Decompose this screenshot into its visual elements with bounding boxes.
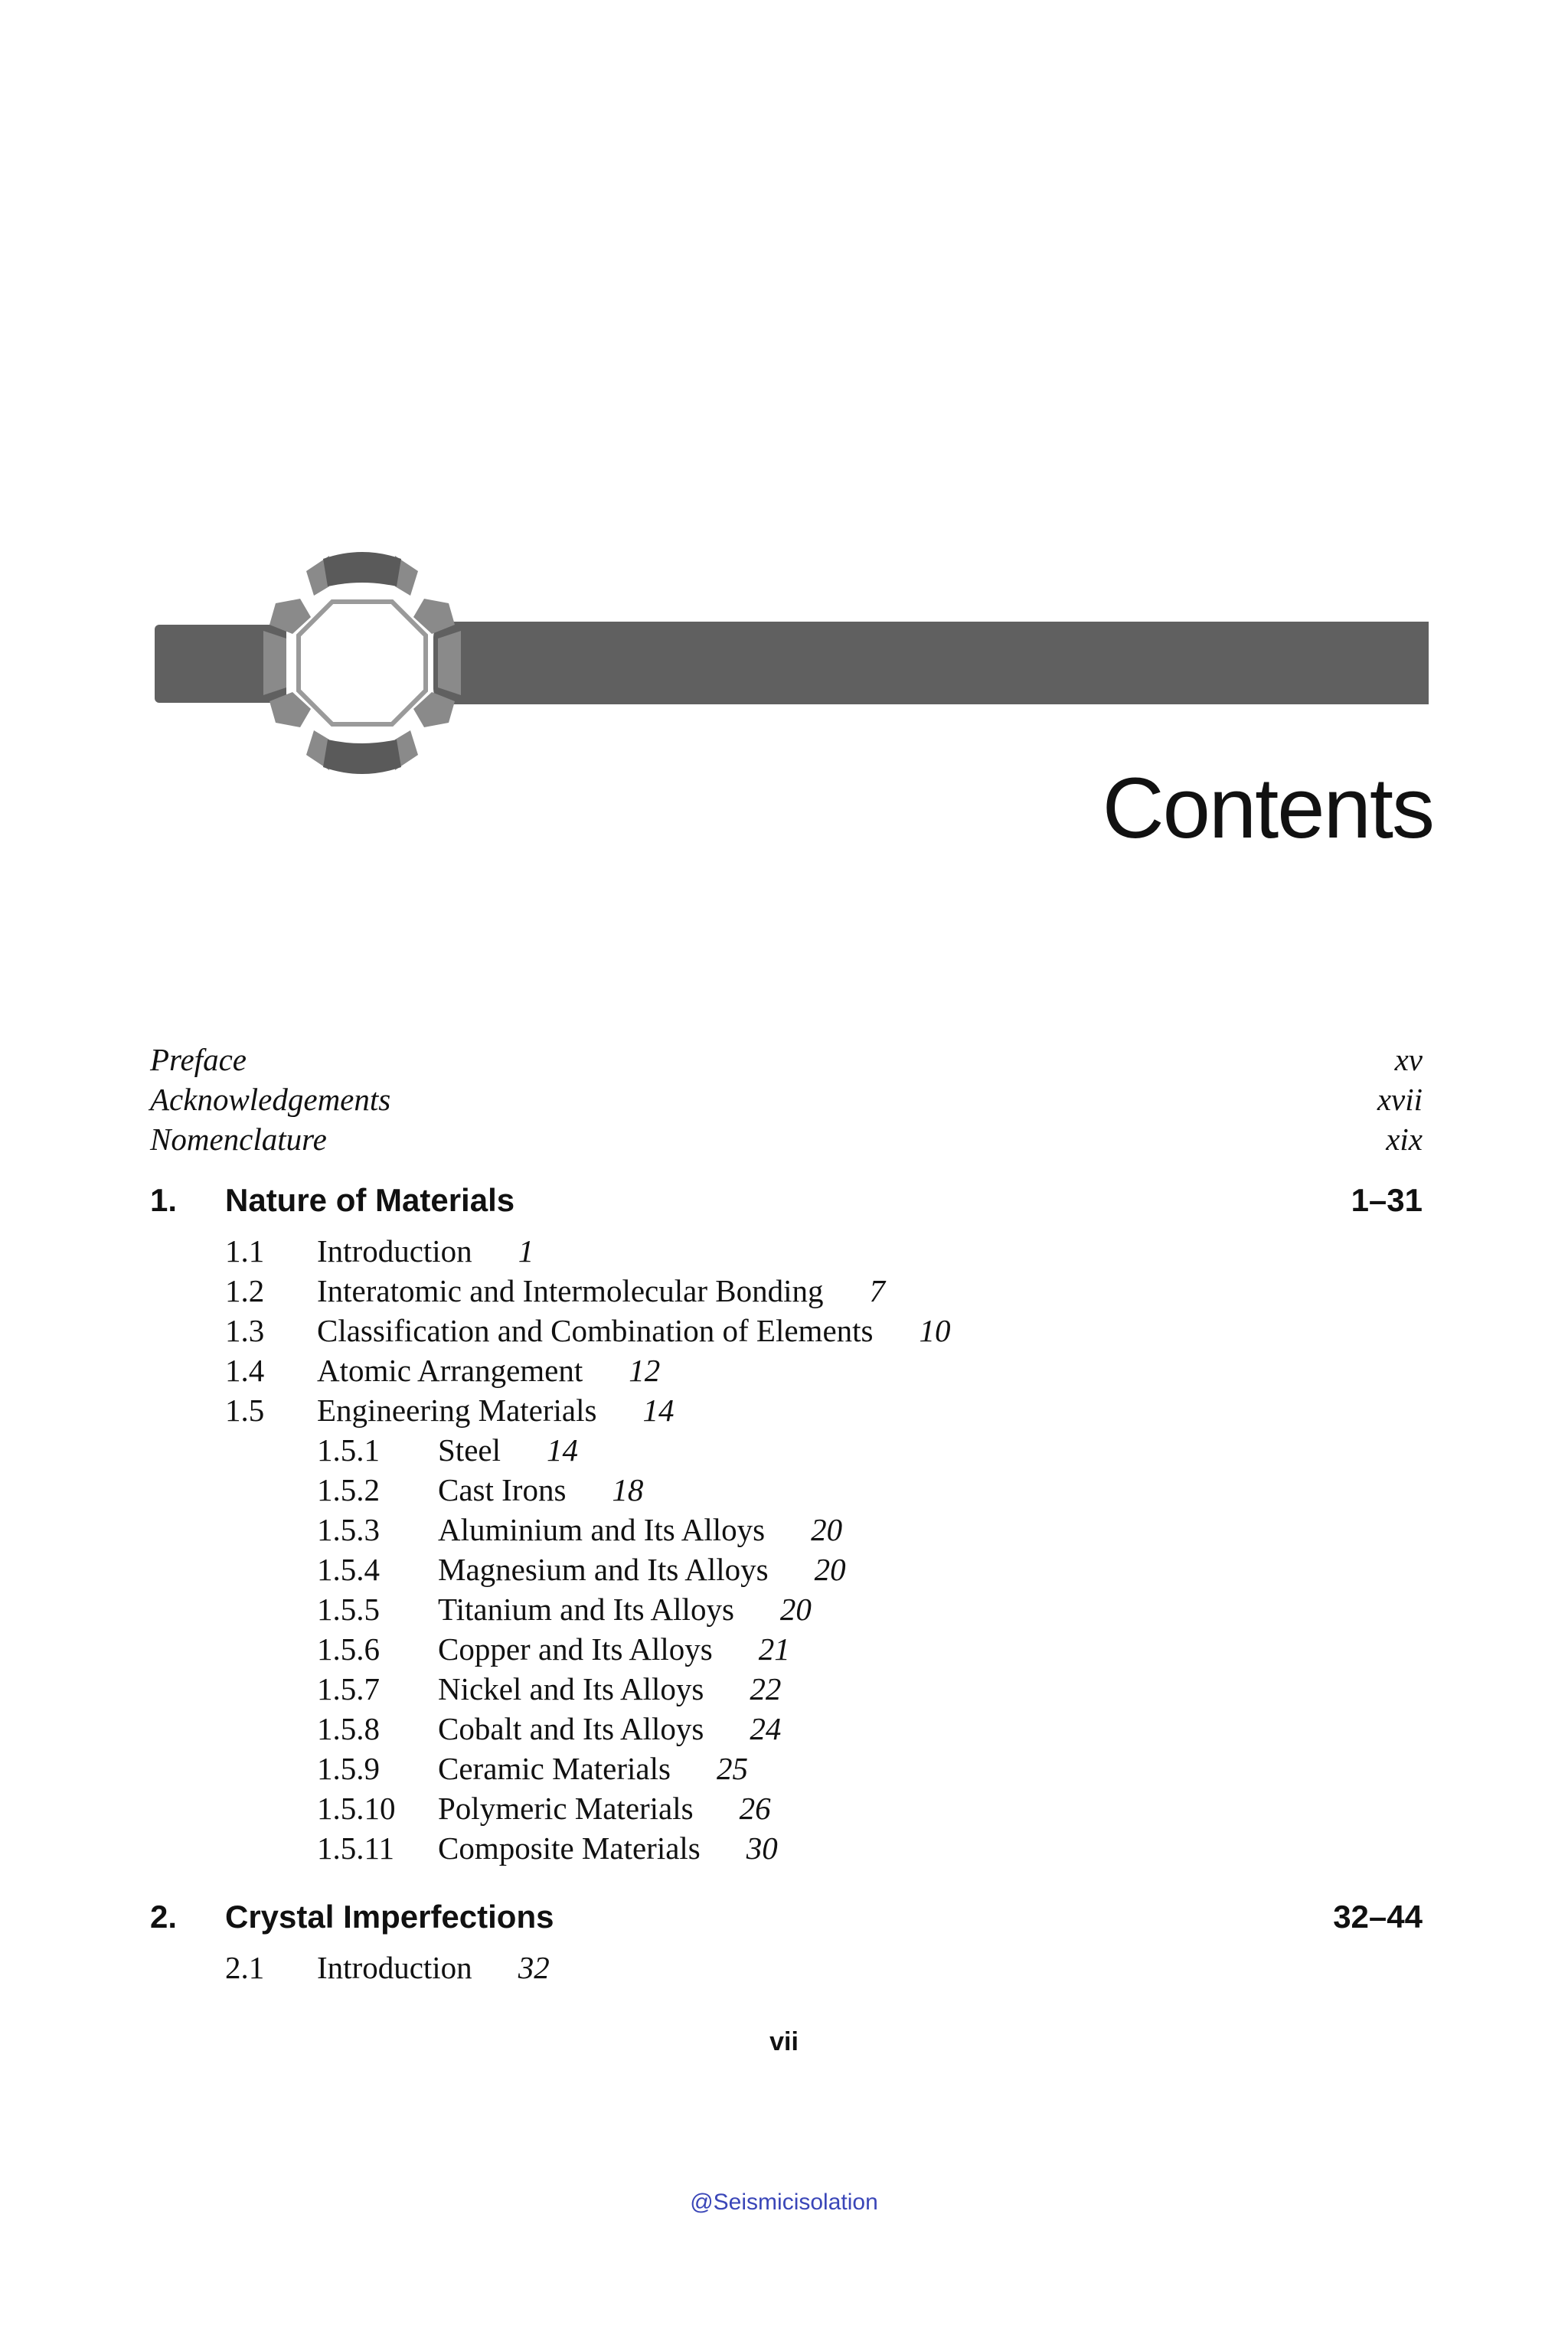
toc-subsection-row[interactable] [0, 1470, 1568, 1510]
front-matter-title: Nomenclature [150, 1122, 327, 1157]
chapter-pages: 1–31 [1351, 1182, 1423, 1218]
subsection-title-wrap [438, 1550, 846, 1589]
toc-subsection-row[interactable] [0, 1828, 1568, 1868]
subsection-title-wrap [438, 1629, 790, 1669]
toc-section-row[interactable] [0, 1311, 1568, 1350]
subsection-title: Composite Materials [438, 1830, 701, 1866]
subsection-title-wrap [438, 1749, 748, 1788]
subsection-page: 18 [612, 1472, 644, 1507]
section-title: Introduction [317, 1950, 472, 1985]
subsection-number: 1.5.11 [317, 1830, 394, 1866]
toc-section-row[interactable] [0, 1271, 1568, 1311]
toc-section-row[interactable] [0, 1948, 1568, 1987]
subsection-page: 25 [716, 1751, 748, 1786]
subsection-title: Copper and Its Alloys [438, 1631, 713, 1667]
subsection-title-wrap [438, 1828, 778, 1868]
toc-section-row[interactable] [0, 1390, 1568, 1430]
subsection-title: Titanium and Its Alloys [438, 1592, 734, 1627]
subsection-title-wrap [438, 1709, 781, 1749]
octagon-emblem-icon [253, 548, 472, 778]
toc-front-matter-row[interactable] [0, 1040, 1568, 1079]
section-number: 1.3 [225, 1313, 265, 1348]
subsection-title: Polymeric Materials [438, 1791, 694, 1826]
section-number: 1.2 [225, 1273, 265, 1308]
subsection-title-wrap [438, 1669, 781, 1709]
subsection-title: Steel [438, 1432, 501, 1468]
section-page: 1 [518, 1233, 534, 1269]
subsection-page: 24 [750, 1711, 782, 1746]
subsection-title-wrap [438, 1510, 842, 1550]
section-number: 2.1 [225, 1950, 265, 1985]
front-matter-title: Acknowledgements [150, 1082, 391, 1117]
toc-subsection-row[interactable] [0, 1589, 1568, 1629]
subsection-title-wrap [438, 1788, 771, 1828]
section-title: Interatomic and Intermolecular Bonding [317, 1273, 824, 1308]
section-number: 1.1 [225, 1233, 265, 1269]
subsection-page: 20 [811, 1512, 843, 1547]
chapter-number: 1. [150, 1182, 178, 1218]
section-title: Engineering Materials [317, 1393, 597, 1428]
toc-subsection-row[interactable] [0, 1629, 1568, 1669]
section-title: Classification and Combination of Elements [317, 1313, 874, 1348]
toc-front-matter-row[interactable] [0, 1119, 1568, 1159]
toc-subsection-row[interactable] [0, 1788, 1568, 1828]
subsection-number: 1.5.3 [317, 1512, 380, 1547]
subsection-number: 1.5.6 [317, 1631, 380, 1667]
section-title-wrap [317, 1271, 885, 1311]
toc-subsection-row[interactable] [0, 1709, 1568, 1749]
subsection-number: 1.5.9 [317, 1751, 380, 1786]
toc-subsection-row[interactable] [0, 1510, 1568, 1550]
subsection-title-wrap [438, 1470, 643, 1510]
section-number: 1.5 [225, 1393, 265, 1428]
subsection-number: 1.5.10 [317, 1791, 396, 1826]
subsection-page: 30 [746, 1830, 778, 1866]
toc-subsection-row[interactable] [0, 1749, 1568, 1788]
toc-chapter-row[interactable] [0, 1181, 1568, 1220]
subsection-number: 1.5.2 [317, 1472, 380, 1507]
subsection-title: Ceramic Materials [438, 1751, 671, 1786]
page-number: vii [769, 2027, 799, 2056]
section-title: Atomic Arrangement [317, 1353, 583, 1388]
section-title-wrap [317, 1948, 550, 1987]
chapter-number: 2. [150, 1899, 178, 1935]
subsection-number: 1.5.1 [317, 1432, 380, 1468]
section-page: 14 [642, 1393, 675, 1428]
section-title-wrap [317, 1350, 660, 1390]
section-title: Introduction [317, 1233, 472, 1269]
subsection-title: Aluminium and Its Alloys [438, 1512, 766, 1547]
toc-subsection-row[interactable] [0, 1669, 1568, 1709]
toc-section-row[interactable] [0, 1231, 1568, 1271]
subsection-page: 26 [739, 1791, 771, 1826]
toc-subsection-row[interactable] [0, 1550, 1568, 1589]
watermark: @Seismicisolation [690, 2190, 878, 2215]
subsection-page: 14 [546, 1432, 578, 1468]
subsection-page: 20 [779, 1592, 812, 1627]
subsection-number: 1.5.4 [317, 1552, 380, 1587]
front-matter-title: Preface [150, 1042, 247, 1077]
section-page: 7 [869, 1273, 885, 1308]
section-page: 32 [518, 1950, 550, 1985]
page-title: Contents [1102, 760, 1433, 856]
section-page: 12 [629, 1353, 661, 1388]
toc-front-matter-row[interactable] [0, 1079, 1568, 1119]
toc-section-row[interactable] [0, 1350, 1568, 1390]
chapter-title: Nature of Materials [225, 1182, 515, 1218]
chapter-title: Crystal Imperfections [225, 1899, 554, 1935]
subsection-page: 21 [758, 1631, 790, 1667]
section-number: 1.4 [225, 1353, 265, 1388]
section-title-wrap [317, 1390, 674, 1430]
chapter-pages: 32–44 [1333, 1899, 1423, 1935]
section-title-wrap [317, 1311, 951, 1350]
subsection-page: 20 [814, 1552, 846, 1587]
subsection-title: Cobalt and Its Alloys [438, 1711, 704, 1746]
subsection-number: 1.5.7 [317, 1671, 380, 1706]
subsection-number: 1.5.5 [317, 1592, 380, 1627]
front-matter-page: xix [1386, 1122, 1423, 1157]
subsection-title: Nickel and Its Alloys [438, 1671, 704, 1706]
subsection-page: 22 [750, 1671, 782, 1706]
subsection-title: Magnesium and Its Alloys [438, 1552, 769, 1587]
section-page: 10 [919, 1313, 951, 1348]
header-band-right [433, 622, 1429, 704]
section-title-wrap [317, 1231, 534, 1271]
front-matter-page: xv [1394, 1042, 1423, 1077]
toc-subsection-row[interactable] [0, 1430, 1568, 1470]
subsection-title: Cast Irons [438, 1472, 567, 1507]
subsection-title-wrap [438, 1589, 812, 1629]
front-matter-page: xvii [1377, 1082, 1423, 1117]
subsection-title-wrap [438, 1430, 578, 1470]
subsection-number: 1.5.8 [317, 1711, 380, 1746]
toc-chapter-row[interactable] [0, 1897, 1568, 1937]
